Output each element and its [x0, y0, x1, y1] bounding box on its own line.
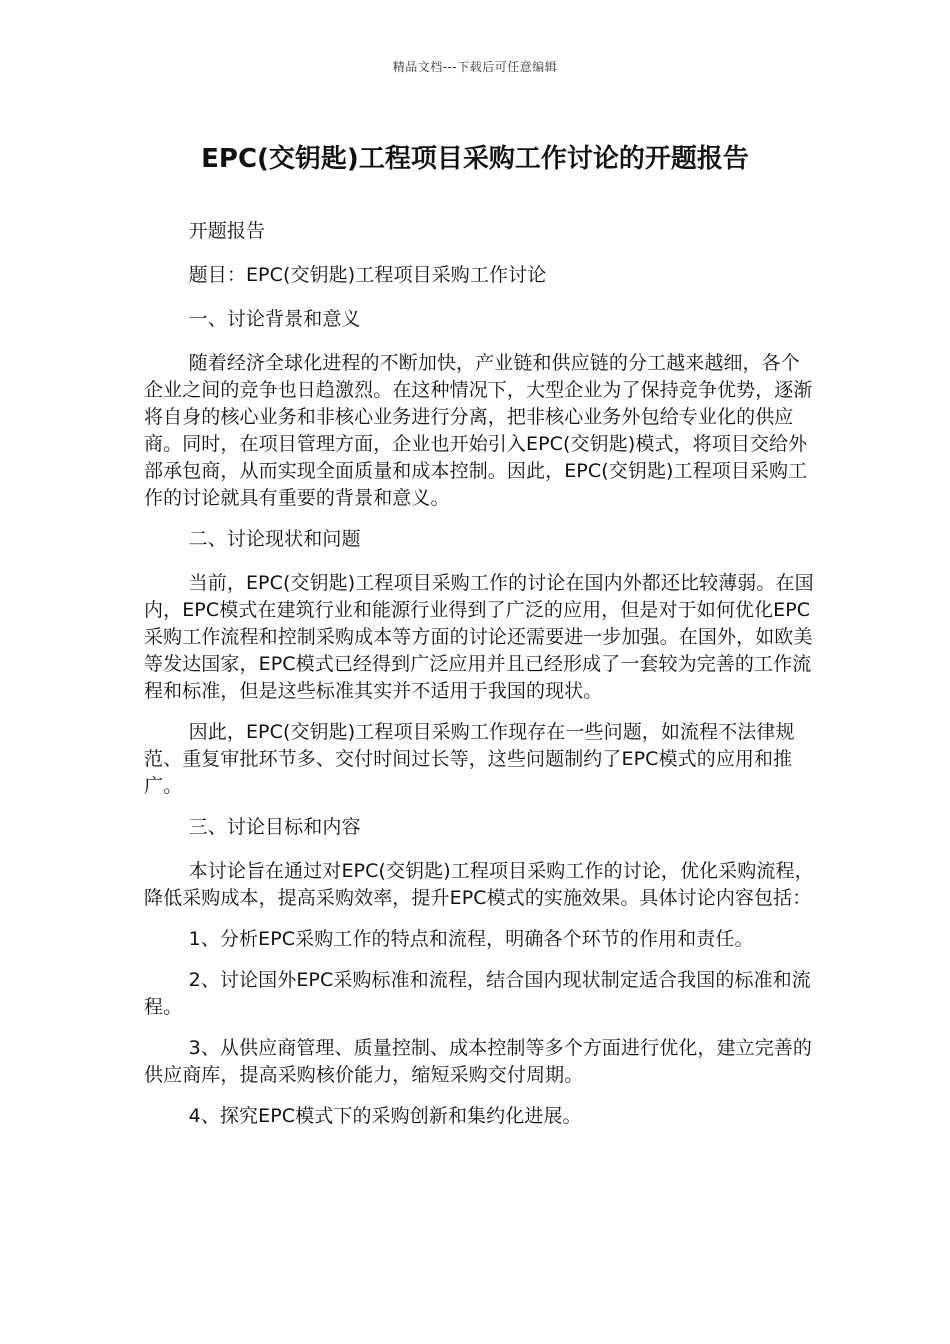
- document-body: [144, 218, 816, 1144]
- header-note: 精品文档---下载后可任意编辑: [392, 60, 558, 74]
- section-heading-status: 二、讨论现状和问题: [188, 528, 361, 550]
- paragraph-background: 随着经济全球化进程的不断加快，产业链和供应链的分工越来越细，各个企业之间的竞争也日趋激烈。在这种情况下，大型企业为了保持竞争优势，逐渐将自身的核心业务和非核心业务进行分离，把非核心业务外包给专业化的供应商。同时，在项目管理方面，企业也开始引入EPC(交钥匙)模式，将项目交给外部承包商，从而实现全面质量和成本控制。因此，EPC(交钥匙)工程项目采购工作的讨论就具有重要的背景和意义。: [144, 352, 813, 509]
- paragraph-goals: 本讨论旨在通过对EPC(交钥匙)工程项目采购工作的讨论，优化采购流程，降低采购成本，提高采购效率，提升EPC模式的实施效果。具体讨论内容包括：: [144, 860, 814, 909]
- list-item-4: 4、探究EPC模式下的采购创新和集约化进展。: [188, 1105, 582, 1127]
- list-item-2: 2、讨论国外EPC采购标准和流程，结合国内现状制定适合我国的标准和流程。: [144, 969, 811, 1018]
- paragraph-report-label: 开题报告: [188, 220, 266, 242]
- section-heading-background: 一、讨论背景和意义: [188, 308, 361, 330]
- document-title: EPC(交钥匙)工程项目采购工作讨论的开题报告: [201, 144, 749, 174]
- paragraph-problems: 因此，EPC(交钥匙)工程项目采购工作现存在一些问题，如流程不法律规范、重复审批环节多、交付时间过长等，这些问题制约了EPC模式的应用和推广。: [144, 721, 795, 797]
- paragraph-topic: 题目：EPC(交钥匙)工程项目采购工作讨论: [188, 264, 547, 286]
- list-item-1: 1、分析EPC采购工作的特点和流程，明确各个环节的作用和责任。: [188, 928, 754, 950]
- section-heading-goals: 三、讨论目标和内容: [188, 816, 361, 838]
- list-item-3: 3、从供应商管理、质量控制、成本控制等多个方面进行优化，建立完善的供应商库，提高采购核价能力，缩短采购交付周期。: [144, 1037, 813, 1086]
- paragraph-status: 当前，EPC(交钥匙)工程项目采购工作的讨论在国内外都还比较薄弱。在国内，EPC模式在建筑行业和能源行业得到了广泛的应用，但是对于如何优化EPC采购工作流程和控制采购成本等方面的讨论还需要进一步加强。在国外，如欧美等发达国家，EPC模式已经得到广泛应用并且已经形成了一套较为完善的工作流程和标准，但是这些标准其实并不适用于我国的现状。: [144, 572, 814, 702]
